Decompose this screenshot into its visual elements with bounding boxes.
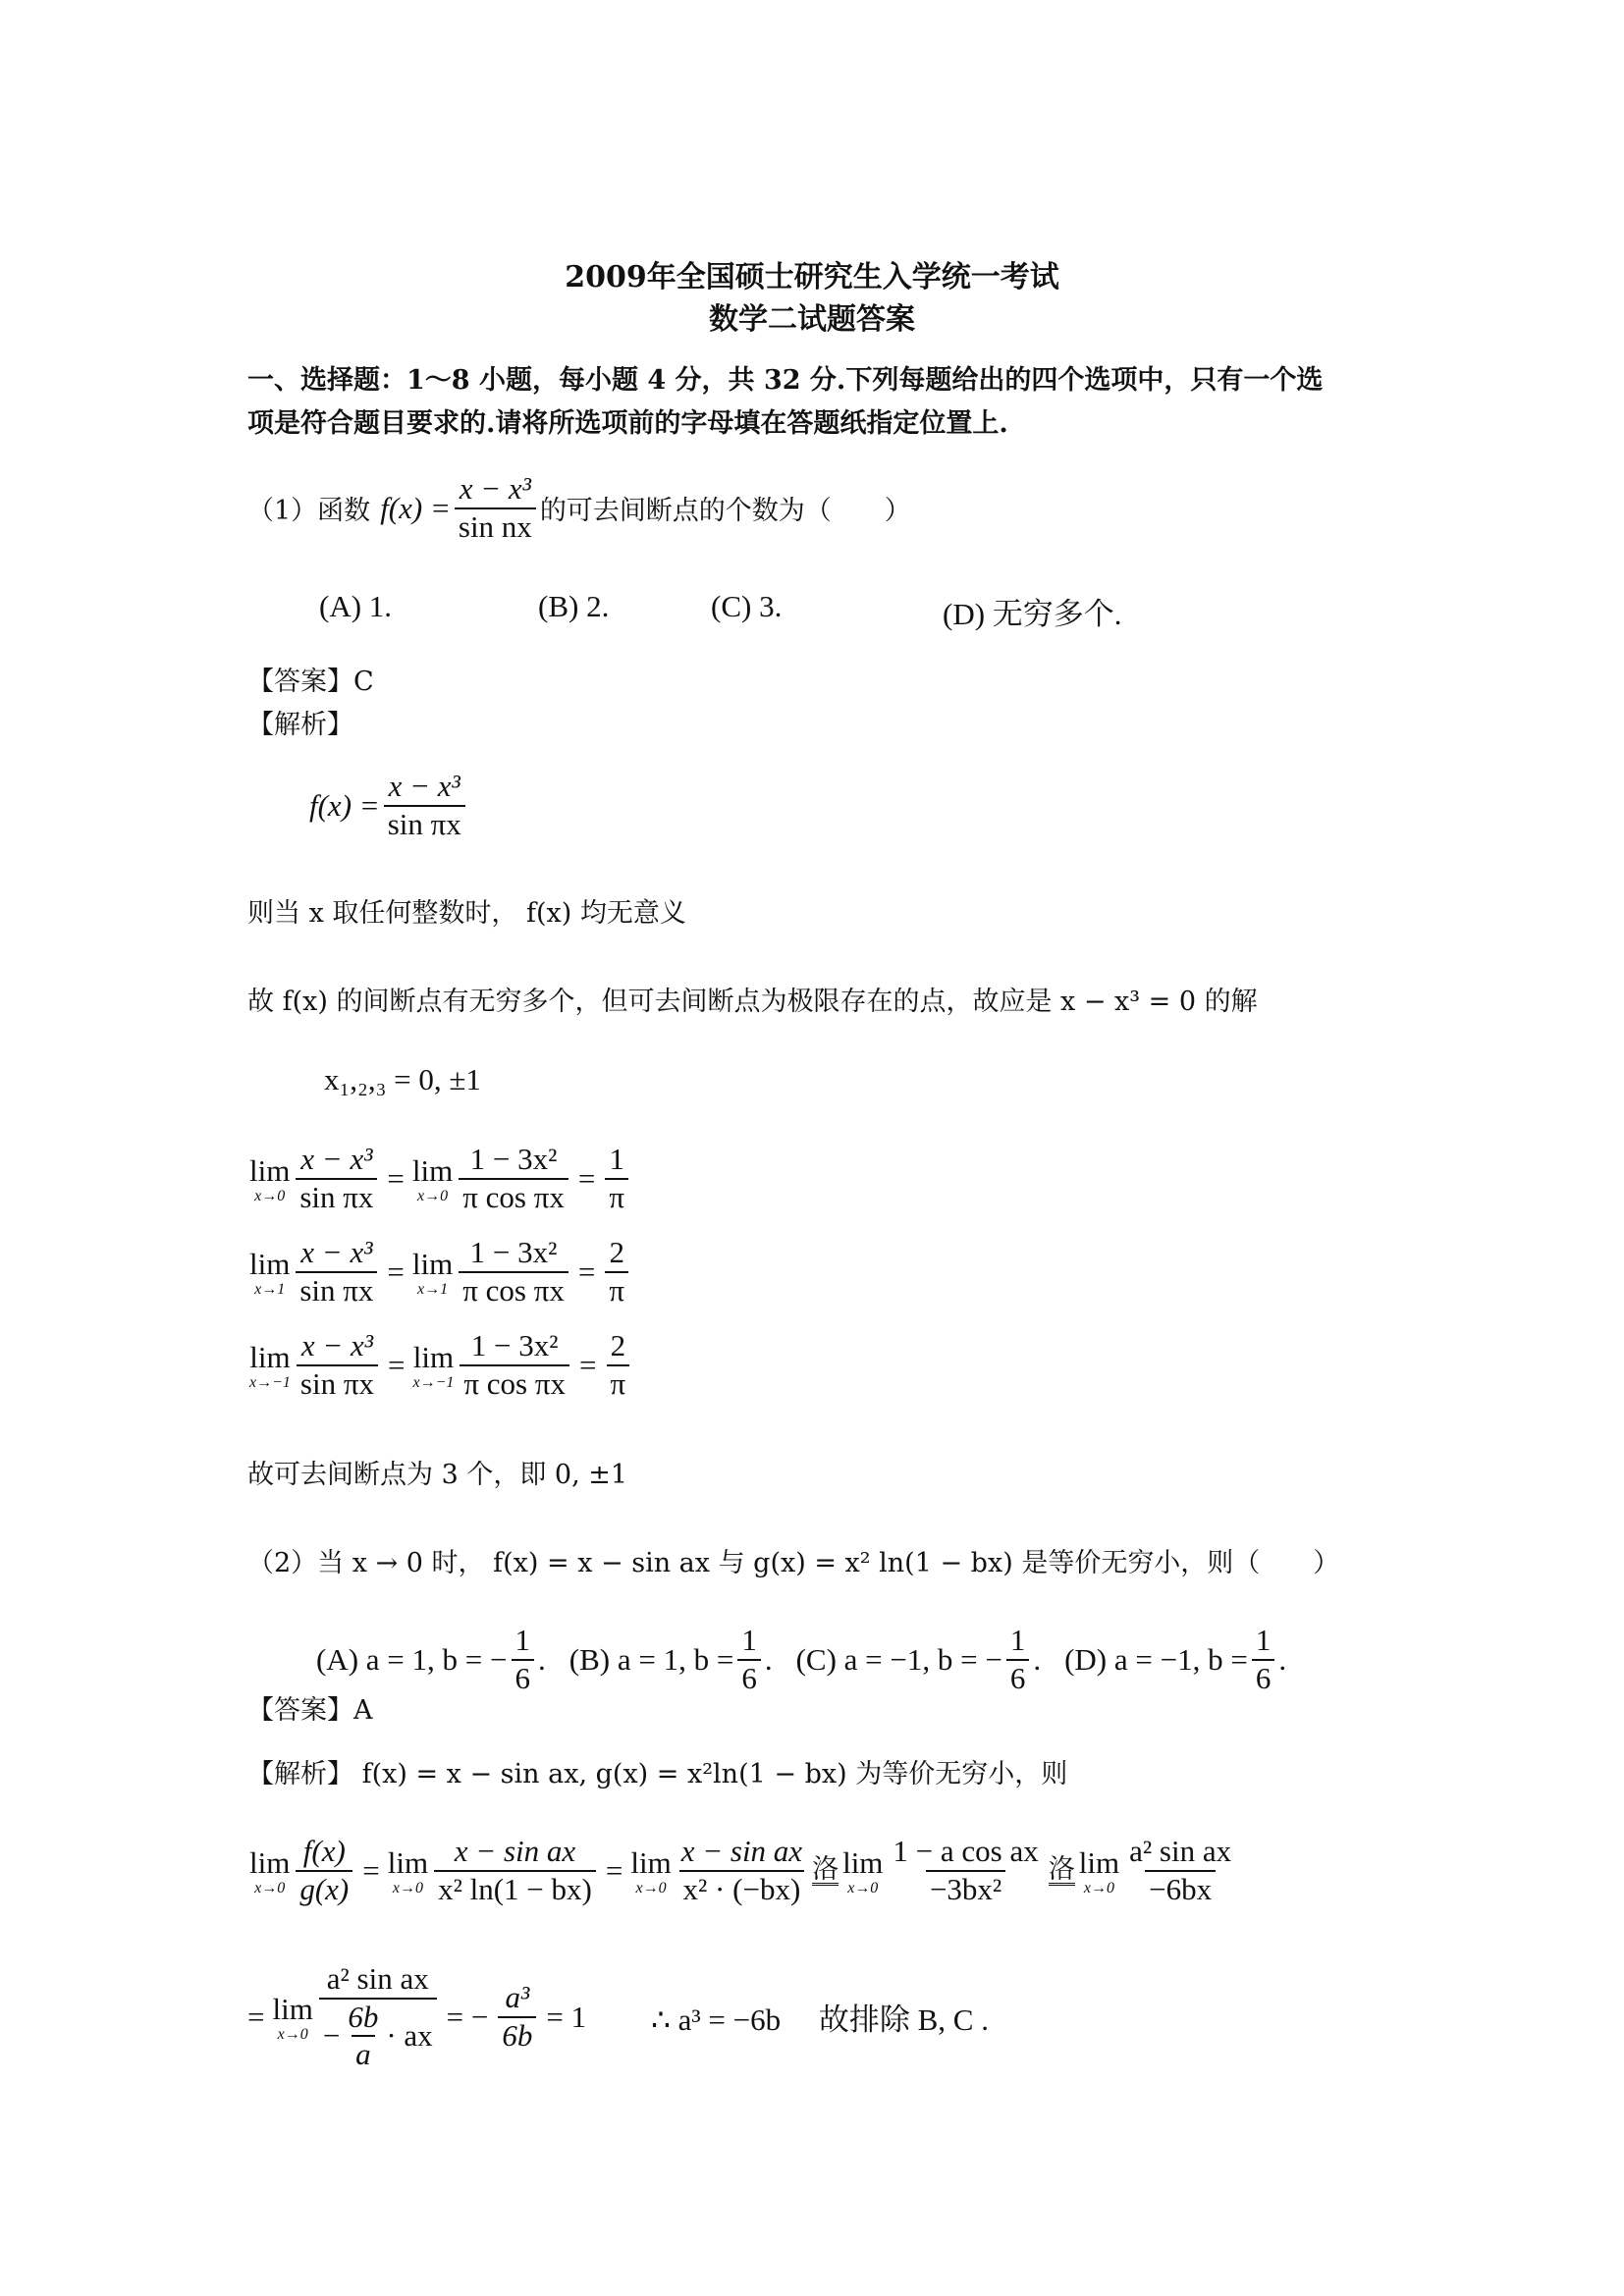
q1-option-d: (D) 无穷多个. (943, 597, 1122, 631)
q1-fdef-den: sin πx (384, 805, 465, 841)
q1-func: f(x) = (380, 490, 451, 525)
q2-luo-step-1: 洛 (812, 1853, 839, 1885)
q1-analysis-label: 【解析】 (247, 710, 353, 740)
q1-discontinuity-note: 故 f(x) 的间断点有无穷多个，但可去间断点为极限存在的点，故应是 x − x³ = 0 的解 (247, 987, 1258, 1017)
q1-limit-row-1: lim x→0 $\frac{\text{x − x³}}{\text{sin πx}}$ = lim x→0 $\frac{\text{1 − 3x²}}{\text{π cos πx}}$ = $\frac{1}{\pi}$ (247, 1144, 632, 1213)
q2-answer: 【答案】A (247, 1695, 373, 1726)
q1-limit-row-3: lim x→−1 $\frac{\text{x − x³}}{\text{sin πx}}$ = lim x→−1 $\frac{\text{1 − 3x²}}{\text{π cos πx}}$ = $\frac{2}{\pi}$ (247, 1330, 633, 1400)
q2-limit-chain: lim x→0 $\frac{f(x)}{g(x)}$ = lim x→0 $\frac{\text{x − sin ax}}{\text{x² ln(1 − bx)}}$ = lim x→0 $\frac{\text{x − sin ax}}{\text{x² · (−bx)}}$ 洛 lim x→0 $\frac{\text{1 − a cos ax}}{\text{−3bx²}}$ 洛 lim x→0 $\frac{\text{a² sin ax}}{-6bx}$ (249, 1834, 1232, 1906)
q1-conclusion: 故可去间断点为 3 个，即 0, ±1 (247, 1460, 628, 1490)
q1-numerator: x − x³ (459, 471, 531, 506)
page-title-line2: 数学二试题答案 (709, 302, 915, 337)
section-instructions-line2: 项是符合题目要求的.请将所选项前的字母填在答题纸指定位置上. (247, 408, 1008, 439)
page-title-line1: 2009年全国硕士研究生入学统一考试 (565, 260, 1059, 294)
q1-f-definition (309, 771, 469, 840)
q2-therefore: ∴ a³ = −6b 故排除 B, C . (651, 2002, 989, 2038)
q2-luo-step-2: 洛 (1048, 1853, 1075, 1885)
q1-option-c: (C) 3. (711, 589, 783, 623)
q1-fdef-num: x − x³ (388, 769, 460, 803)
q1-integer-note: 则当 x 取任何整数时， f(x) 均无意义 (247, 898, 686, 929)
q2-option-b: (B) a = 1, b = $\frac{1}{6}$ . (568, 1623, 773, 1695)
q1-fdef-fraction (384, 771, 465, 840)
q1-fraction (455, 473, 536, 543)
q2-option-c: (C) a = −1, b = − $\frac{1}{6}$ . (795, 1623, 1042, 1695)
q1-fdef-lhs: f(x) = (309, 787, 380, 823)
q2-option-a: (A) a = 1, b = − $\frac{1}{6}$ . (316, 1623, 546, 1695)
q1-option-a: (A) 1. (319, 589, 393, 623)
q1-suffix: 的可去间断点的个数为（ ） (539, 496, 911, 527)
q1-prefix: （1）函数 (247, 496, 371, 527)
question-1-stem (247, 473, 911, 543)
question-2-stem: （2）当 x → 0 时， f(x) = x − sin ax 与 g(x) = x² ln(1 − bx) 是等价无穷小，则（ ） (247, 1548, 1340, 1578)
q1-option-b: (B) 2. (538, 589, 610, 623)
section-instructions-line1: 一、选择题：1～8 小题，每小题 4 分，共 32 分.下列每题给出的四个选项中，只有一个选 (247, 365, 1324, 396)
q1-limit-row-2: lim x→1 $\frac{\text{x − x³}}{\text{sin πx}}$ = lim x→1 $\frac{\text{1 − 3x²}}{\text{π cos πx}}$ = $\frac{2}{\pi}$ (247, 1237, 632, 1307)
q1-denominator: sin nx (455, 507, 536, 544)
q2-analysis: 【解析】 f(x) = x − sin ax, g(x) = x²ln(1 − bx) 为等价无穷小，则 (247, 1759, 1068, 1789)
q1-roots: x₁,₂,₃ = 0, ±1 (324, 1062, 481, 1096)
q1-answer: 【答案】C (247, 667, 374, 697)
q2-final-step: = lim x→0 a² sin ax − $\frac{6b}{a}$ · ax = − $\frac{\text{a³}}{6b}$ = 1 ∴ a³ = −6b 故排除 B, C . (247, 1961, 989, 2072)
q2-option-d: (D) a = −1, b = $\frac{1}{6}$ . (1064, 1623, 1287, 1695)
q2-options (316, 1625, 1286, 1694)
